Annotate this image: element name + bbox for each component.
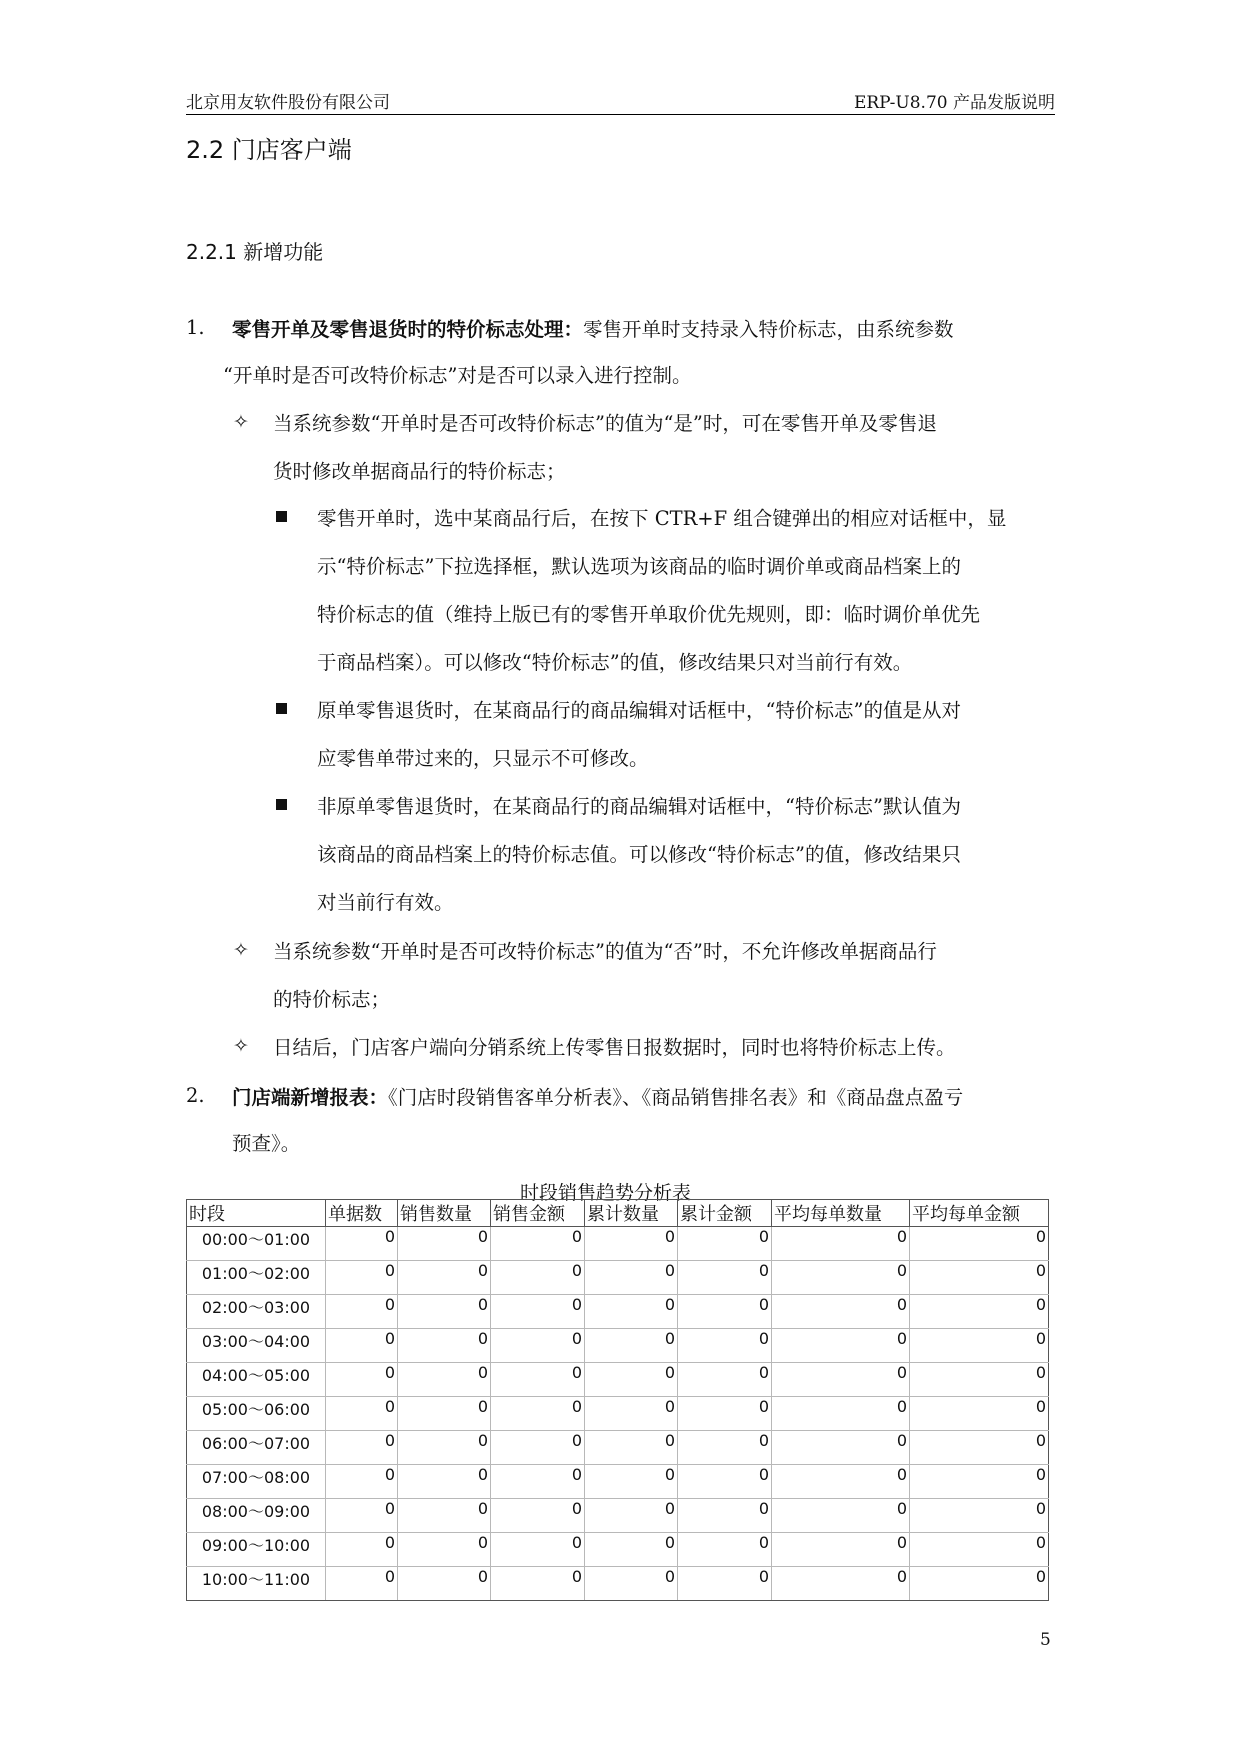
time-slot-cell: 03:00～04:00 (187, 1329, 326, 1363)
value-cell: 0 (910, 1227, 1049, 1261)
diamond-bullet-icon: ✧ (233, 411, 249, 433)
value-cell: 0 (678, 1363, 772, 1397)
value-cell: 0 (398, 1499, 491, 1533)
sales-trend-table (186, 1199, 1049, 1601)
value-cell: 0 (398, 1227, 491, 1261)
column-header: 销售数量 (398, 1200, 491, 1227)
value-cell: 0 (772, 1533, 910, 1567)
time-slot-cell: 07:00～08:00 (187, 1465, 326, 1499)
value-cell: 0 (491, 1261, 585, 1295)
value-cell: 0 (491, 1465, 585, 1499)
value-cell: 0 (678, 1397, 772, 1431)
time-slot-cell: 04:00～05:00 (187, 1363, 326, 1397)
diamond-bullet-icon: ✧ (233, 939, 249, 961)
value-cell: 0 (585, 1465, 678, 1499)
value-cell: 0 (491, 1533, 585, 1567)
value-cell: 0 (910, 1397, 1049, 1431)
value-cell: 0 (398, 1567, 491, 1601)
bullet-text: 当系统参数“开单时是否可改特价标志”的值为“否”时，不允许修改单据商品行 (273, 940, 937, 963)
page-header (186, 86, 1055, 115)
time-slot-cell: 00:00～01:00 (187, 1227, 326, 1261)
value-cell: 0 (585, 1295, 678, 1329)
value-cell: 0 (772, 1431, 910, 1465)
value-cell: 0 (585, 1397, 678, 1431)
value-cell: 0 (491, 1363, 585, 1397)
table-caption: 时段销售趋势分析表 (520, 1182, 692, 1204)
column-header: 销售金额 (491, 1200, 585, 1227)
sub-bullet-text: 该商品的商品档案上的特价标志值。可以修改“特价标志”的值，修改结果只 (317, 843, 961, 866)
value-cell: 0 (398, 1261, 491, 1295)
list-item-text: 零售开单时支持录入特价标志，由系统参数 (583, 318, 954, 341)
value-cell: 0 (910, 1465, 1049, 1499)
time-slot-cell: 08:00～09:00 (187, 1499, 326, 1533)
value-cell: 0 (585, 1499, 678, 1533)
list-item-number: 1. (186, 316, 205, 339)
value-cell: 0 (910, 1567, 1049, 1601)
value-cell: 0 (678, 1227, 772, 1261)
sub-bullet-text: 特价标志的值（维持上版已有的零售开单取价优先规则，即：临时调价单优先 (317, 603, 981, 626)
value-cell: 0 (326, 1499, 398, 1533)
column-header: 平均每单数量 (772, 1200, 910, 1227)
value-cell: 0 (910, 1329, 1049, 1363)
table-header-row (187, 1200, 1049, 1227)
value-cell: 0 (491, 1431, 585, 1465)
value-cell: 0 (326, 1261, 398, 1295)
value-cell: 0 (585, 1533, 678, 1567)
sub-bullet-text: 示“特价标志”下拉选择框，默认选项为该商品的临时调价单或商品档案上的 (317, 555, 961, 578)
value-cell: 0 (772, 1329, 910, 1363)
header-doc-title: ERP-U8.70 产品发版说明 (853, 93, 1055, 113)
value-cell: 0 (398, 1431, 491, 1465)
value-cell: 0 (772, 1397, 910, 1431)
value-cell: 0 (910, 1295, 1049, 1329)
table-row (187, 1329, 1049, 1363)
list-item-line (232, 314, 954, 342)
value-cell: 0 (398, 1363, 491, 1397)
value-cell: 0 (398, 1295, 491, 1329)
list-item-text: 《门店时段销售客单分析表》、《商品销售排名表》和《商品盘点盈亏 (388, 1086, 964, 1109)
sub-bullet-text: 对当前行有效。 (317, 891, 454, 914)
square-bullet-icon (276, 799, 287, 810)
value-cell: 0 (326, 1567, 398, 1601)
value-cell: 0 (910, 1363, 1049, 1397)
sub-bullet-text: 原单零售退货时，在某商品行的商品编辑对话框中，“特价标志”的值是从对 (317, 699, 961, 722)
value-cell: 0 (326, 1363, 398, 1397)
time-slot-cell: 06:00～07:00 (187, 1431, 326, 1465)
column-header: 累计金额 (678, 1200, 772, 1227)
column-header: 平均每单金额 (910, 1200, 1049, 1227)
value-cell: 0 (678, 1261, 772, 1295)
bullet-text: 日结后，门店客户端向分销系统上传零售日报数据时，同时也将特价标志上传。 (273, 1036, 956, 1059)
time-slot-cell: 01:00～02:00 (187, 1261, 326, 1295)
value-cell: 0 (910, 1533, 1049, 1567)
value-cell: 0 (678, 1329, 772, 1363)
table-row (187, 1499, 1049, 1533)
page-number: 5 (1040, 1630, 1051, 1650)
value-cell: 0 (398, 1329, 491, 1363)
table-row (187, 1397, 1049, 1431)
time-slot-cell: 09:00～10:00 (187, 1533, 326, 1567)
value-cell: 0 (491, 1227, 585, 1261)
square-bullet-icon (276, 703, 287, 714)
table-row (187, 1295, 1049, 1329)
sub-bullet-text: 零售开单时，选中某商品行后，在按下 CTR+F 组合键弹出的相应对话框中，显 (317, 507, 1007, 530)
value-cell: 0 (910, 1499, 1049, 1533)
value-cell: 0 (585, 1567, 678, 1601)
column-header: 单据数 (326, 1200, 398, 1227)
value-cell: 0 (398, 1397, 491, 1431)
value-cell: 0 (398, 1533, 491, 1567)
subsection-title: 2.2.1 新增功能 (186, 240, 324, 264)
list-item-bold: 门店端新增报表： (232, 1086, 389, 1109)
value-cell: 0 (326, 1227, 398, 1261)
value-cell: 0 (585, 1227, 678, 1261)
value-cell: 0 (772, 1499, 910, 1533)
bullet-text: 货时修改单据商品行的特价标志； (273, 460, 566, 483)
time-slot-cell: 05:00～06:00 (187, 1397, 326, 1431)
list-item-text: 预查》。 (232, 1132, 301, 1155)
square-bullet-icon (276, 511, 287, 522)
value-cell: 0 (678, 1567, 772, 1601)
value-cell: 0 (772, 1567, 910, 1601)
value-cell: 0 (326, 1533, 398, 1567)
value-cell: 0 (910, 1261, 1049, 1295)
value-cell: 0 (678, 1533, 772, 1567)
list-item-line (232, 1082, 963, 1110)
value-cell: 0 (398, 1465, 491, 1499)
time-slot-cell: 02:00～03:00 (187, 1295, 326, 1329)
value-cell: 0 (585, 1363, 678, 1397)
list-item-number: 2. (186, 1084, 205, 1107)
value-cell: 0 (326, 1431, 398, 1465)
list-item-bold: 零售开单及零售退货时的特价标志处理： (232, 318, 584, 341)
value-cell: 0 (585, 1431, 678, 1465)
value-cell: 0 (910, 1431, 1049, 1465)
table-row (187, 1431, 1049, 1465)
value-cell: 0 (772, 1465, 910, 1499)
value-cell: 0 (772, 1295, 910, 1329)
value-cell: 0 (326, 1397, 398, 1431)
value-cell: 0 (326, 1295, 398, 1329)
column-header: 时段 (187, 1200, 326, 1227)
column-header: 累计数量 (585, 1200, 678, 1227)
list-item-text: “开单时是否可改特价标志”对是否可以录入进行控制。 (223, 364, 692, 387)
bullet-text: 当系统参数“开单时是否可改特价标志”的值为“是”时，可在零售开单及零售退 (273, 412, 937, 435)
value-cell: 0 (678, 1295, 772, 1329)
sub-bullet-text: 非原单零售退货时，在某商品行的商品编辑对话框中，“特价标志”默认值为 (317, 795, 961, 818)
sub-bullet-text: 于商品档案）。可以修改“特价标志”的值，修改结果只对当前行有效。 (317, 651, 913, 674)
table-row (187, 1227, 1049, 1261)
table-row (187, 1533, 1049, 1567)
value-cell: 0 (678, 1499, 772, 1533)
value-cell: 0 (326, 1465, 398, 1499)
bullet-text: 的特价标志； (273, 988, 391, 1011)
value-cell: 0 (678, 1465, 772, 1499)
table-row (187, 1363, 1049, 1397)
value-cell: 0 (585, 1261, 678, 1295)
time-slot-cell: 10:00～11:00 (187, 1567, 326, 1601)
table-row (187, 1261, 1049, 1295)
value-cell: 0 (326, 1329, 398, 1363)
diamond-bullet-icon: ✧ (233, 1035, 249, 1057)
table-row (187, 1567, 1049, 1601)
value-cell: 0 (772, 1363, 910, 1397)
value-cell: 0 (491, 1329, 585, 1363)
table-row (187, 1465, 1049, 1499)
value-cell: 0 (772, 1227, 910, 1261)
value-cell: 0 (491, 1397, 585, 1431)
value-cell: 0 (491, 1295, 585, 1329)
sub-bullet-text: 应零售单带过来的，只显示不可修改。 (317, 747, 649, 770)
value-cell: 0 (585, 1329, 678, 1363)
value-cell: 0 (491, 1567, 585, 1601)
section-title: 2.2 门店客户端 (186, 136, 352, 164)
value-cell: 0 (491, 1499, 585, 1533)
header-company: 北京用友软件股份有限公司 (186, 93, 390, 113)
value-cell: 0 (678, 1431, 772, 1465)
value-cell: 0 (772, 1261, 910, 1295)
